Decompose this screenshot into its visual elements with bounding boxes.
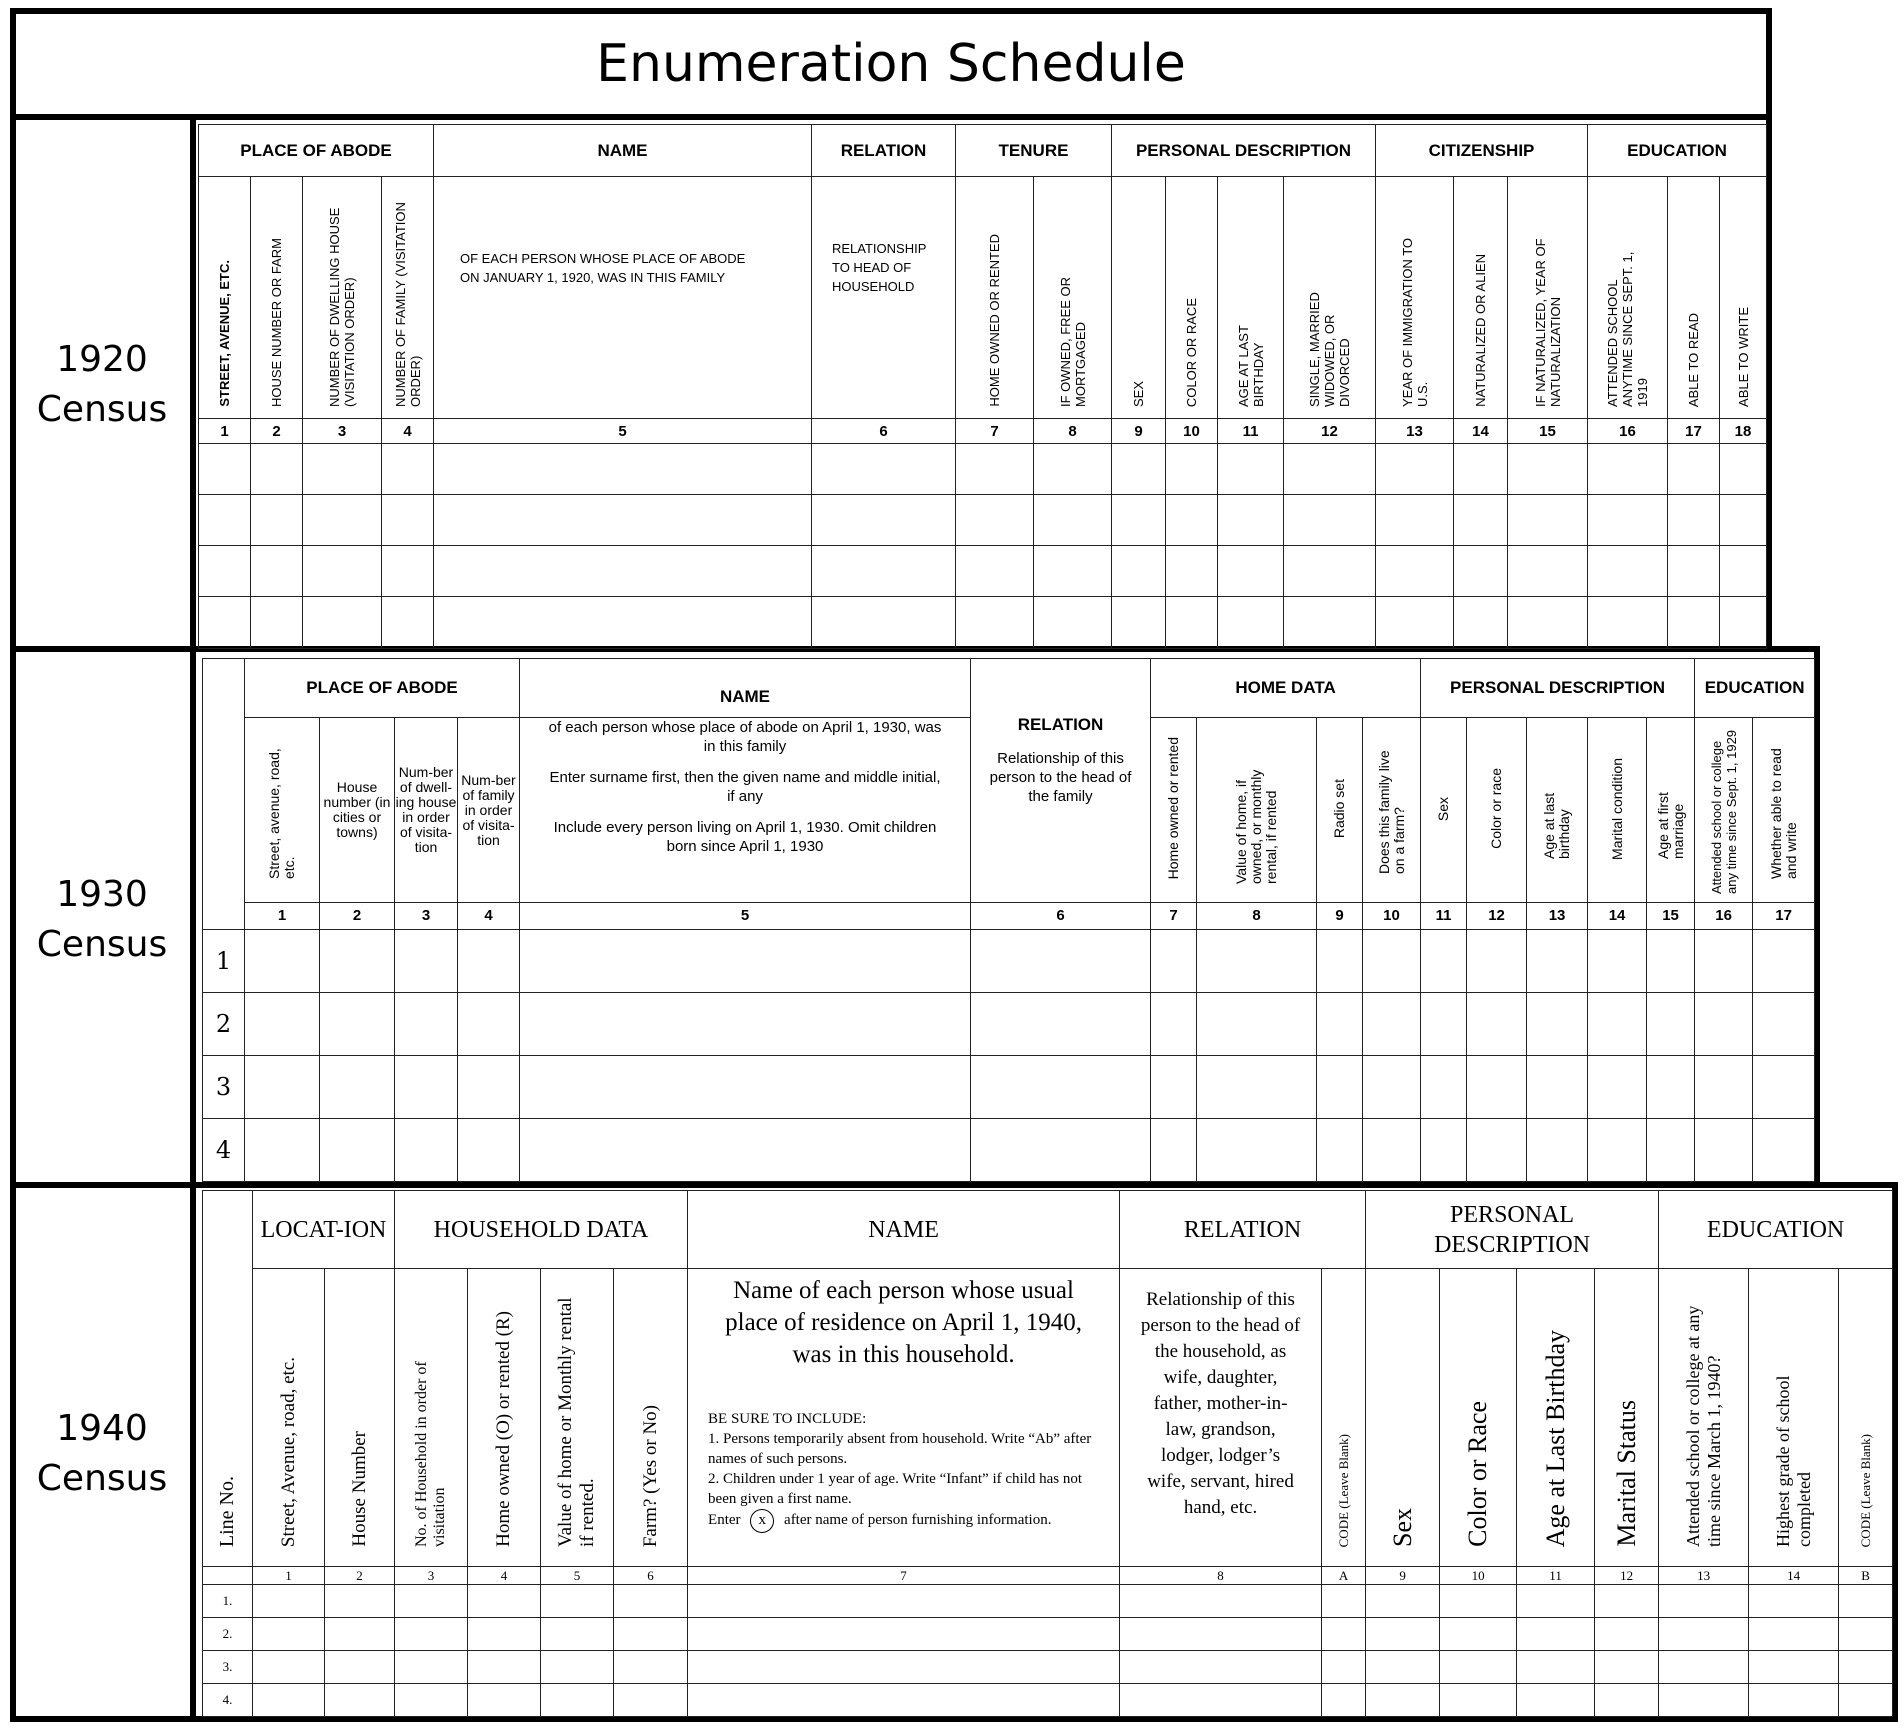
row-number-1940: 2. [203,1618,253,1651]
col-num-1920: 17 [1668,419,1720,444]
col-num-1930: 10 [1363,903,1421,929]
col-header-1920-7: HOME OWNED OR RENTED [956,177,1034,419]
col-header-1920-6: RELATIONSHIP TO HEAD OF HOUSEHOLD [812,177,956,419]
name-desc-1940-main: Name of each person whose usual place of residence on April 1, 1940, was in this household. [725,1277,1082,1368]
col-num-1930: 9 [1317,903,1363,929]
group-relation-1930 [971,659,1151,903]
col-header-1940-B: CODE (Leave Blank) [1839,1269,1893,1567]
name-desc-line: 1. Persons temporarily absent from household. Write “Ab” after names of such persons. [708,1431,1092,1467]
col-num-1930: 4 [458,903,520,929]
name-desc-line [708,1509,1099,1533]
col-num-1920: 4 [382,419,434,444]
page-title: Enumeration Schedule [596,34,1186,94]
circled-x-mark: x [750,1509,774,1533]
col-num-1930: 12 [1467,903,1527,929]
col-num-1920: 11 [1218,419,1284,444]
col-num-1940: 14 [1749,1567,1839,1585]
col-header-1930-16: Attended school or college any time since Sept. 1, 1929 [1695,718,1753,903]
group-location-1940: LOCAT-ION [253,1191,395,1269]
col-header-1940-2: House Number [325,1269,395,1567]
group-relation-1940: RELATION [1120,1191,1366,1269]
col-header-1920-14: NATURALIZED OR ALIEN [1454,177,1508,419]
col-header-1930-11: Sex [1421,718,1467,903]
line-no-header: Line No. [203,1191,253,1567]
col-num-1920: 7 [956,419,1034,444]
col-num-1930: 8 [1197,903,1317,929]
col-header-1920-15: IF NATURALIZED, YEAR OF NATURALIZATION [1508,177,1588,419]
group-name-1940: NAME [688,1191,1120,1269]
table-row [199,546,1767,597]
label-1920-year: 1920 [56,339,148,380]
name-desc-1930-2: Enter surname first, then the given name and middle initial, if any [549,769,941,805]
col-header-1940-12: Marital Status [1595,1269,1659,1567]
col-header-1920-10: COLOR OR RACE [1166,177,1218,419]
label-1940-census: Census [36,1458,168,1499]
col-num-1920: 9 [1112,419,1166,444]
col-num-1920: 18 [1720,419,1767,444]
relation-desc-1930: Relationship of this person to the head of the family [989,750,1132,805]
col-header-1920-4: NUMBER OF FAMILY (VISITATION ORDER) [382,177,434,419]
col-header-1930-10: Does this family live on a farm? [1363,718,1421,903]
col-header-1920-12: SINGLE, MARRIED WIDOWED, OR DIVORCED [1284,177,1376,419]
col-num-1930: 2 [320,903,395,929]
group-household-data-1940: HOUSEHOLD DATA [395,1191,688,1269]
row-number-1930: 3 [203,1055,245,1118]
col-num-1920: 2 [251,419,303,444]
col-header-1920-17: ABLE TO READ [1668,177,1720,419]
col-header-1940-4: Home owned (O) or rented (R) [468,1269,541,1567]
table-row [203,992,1815,1055]
table-1940 [202,1190,1892,1716]
col-num-1930: 3 [395,903,458,929]
col-header-1940-A: CODE (Leave Blank) [1322,1269,1366,1567]
col-header-1920-1: STREET, AVENUE, ETC. [199,177,251,419]
table-row [203,1684,1893,1717]
table-1930 [202,658,1814,1182]
label-1930-year: 1930 [56,874,148,915]
name-desc-1930-1: of each person whose place of abode on April 1, 1930, was in this family [548,719,942,755]
col-num-1920: 15 [1508,419,1588,444]
table-row [203,1618,1893,1651]
col-header-1930-7: Home owned or rented [1151,718,1197,903]
col-num-1940: 10 [1440,1567,1517,1585]
col-num-1930: 7 [1151,903,1197,929]
col-header-1930-2: House number (in cities or towns) [320,718,395,903]
col-num-1940: 1 [253,1567,325,1585]
title-box [10,8,1772,120]
row-number-1930: 2 [203,992,245,1055]
name-desc-1930-3: Include every person living on April 1, 1930. Omit children born since April 1, 1930 [553,819,937,855]
col-num-1930: 14 [1588,903,1647,929]
row-number-1940: 4. [203,1684,253,1717]
col-header-1940-8: Relationship of this person to the head of the household, as wife, daughter, father, mother-in-law, grandson, lodger, lodger’s wife, servant, hired hand, etc. [1120,1269,1322,1567]
table-row [199,597,1767,649]
col-num-1940-blank [203,1567,253,1585]
col-header-1930-8: Value of home, if owned, or monthly rental, if rented [1197,718,1317,903]
group-education-1920: EDUCATION [1588,125,1767,177]
group-home-data-1930: HOME DATA [1151,659,1421,718]
col-header-1930-13: Age at last birthday [1527,718,1588,903]
col-header-1920-13: YEAR OF IMMIGRATION TO U.S. [1376,177,1454,419]
col-num-1920: 14 [1454,419,1508,444]
row-number-1930: 1 [203,929,245,992]
col-num-1920: 6 [812,419,956,444]
col-num-1920: 13 [1376,419,1454,444]
col-header-1930-1: Street, avenue, road, etc. [245,718,320,903]
col-num-1930: 15 [1647,903,1695,929]
col-num-1930: 17 [1753,903,1815,929]
group-citizenship-1920: CITIZENSHIP [1376,125,1588,177]
table-row [203,1118,1815,1181]
col-header-1920-3: NUMBER OF DWELLING HOUSE (VISITATION ORDER) [303,177,382,419]
group-personal-description-1940: PERSONAL DESCRIPTION [1366,1191,1659,1269]
table-row [203,1585,1893,1618]
col-header-1940-3: No. of Household in order of visitation [395,1269,468,1567]
col-num-1940: 13 [1659,1567,1749,1585]
col-num-1940: B [1839,1567,1893,1585]
col-header-1940-11: Age at Last Birthday [1517,1269,1595,1567]
col-num-1940: 5 [541,1567,614,1585]
group-relation-1920: RELATION [812,125,956,177]
col-header-1930-5 [520,718,971,903]
relation-title-1930: RELATION [1017,715,1104,734]
group-tenure-1920: TENURE [956,125,1112,177]
col-header-1940-1: Street, Avenue, road, etc. [253,1269,325,1567]
col-header-1940-6: Farm? (Yes or No) [614,1269,688,1567]
group-education-1930: EDUCATION [1695,659,1815,718]
table-row [203,1651,1893,1684]
col-num-1940: 8 [1120,1567,1322,1585]
col-header-1920-9: SEX [1112,177,1166,419]
group-place-of-abode-1930: PLACE OF ABODE [245,659,520,718]
col-num-1920: 1 [199,419,251,444]
col-num-1940: 3 [395,1567,468,1585]
col-num-1920: 3 [303,419,382,444]
name-desc-line: 2. Children under 1 year of age. Write “Infant” if child has not been given a first name. [708,1471,1083,1507]
table-1920 [198,124,1766,644]
table-row [203,929,1815,992]
row-no-header-1930 [203,659,245,930]
col-header-1930-17: Whether able to read and write [1753,718,1815,903]
col-num-1940: 4 [468,1567,541,1585]
col-num-1940: A [1322,1567,1366,1585]
col-num-1940: 7 [688,1567,1120,1585]
col-header-1930-4: Num-ber of family in order of visita-tion [458,718,520,903]
col-header-1920-18: ABLE TO WRITE [1720,177,1767,419]
label-1920-census: Census [36,389,168,430]
group-name-1930: NAME [520,659,971,718]
row-number-1940: 1. [203,1585,253,1618]
group-name-1920: NAME [434,125,812,177]
col-num-1940: 2 [325,1567,395,1585]
group-place-of-abode-1920: PLACE OF ABODE [199,125,434,177]
row-number-1940: 3. [203,1651,253,1684]
col-header-1920-16: ATTENDED SCHOOL ANYTIME SINCE SEPT. 1, 1919 [1588,177,1668,419]
group-personal-description-1920: PERSONAL DESCRIPTION [1112,125,1376,177]
col-header-1930-14: Marital condition [1588,718,1647,903]
name-desc-line: BE SURE TO INCLUDE: [708,1411,867,1427]
col-header-1940-5: Value of home or Monthly rental if rented. [541,1269,614,1567]
col-num-1940: 12 [1595,1567,1659,1585]
col-header-1940-13: Attended school or college at any time since March 1, 1940? [1659,1269,1749,1567]
label-1930-census: Census [36,924,168,965]
table-row [199,444,1767,495]
col-header-1920-5: OF EACH PERSON WHOSE PLACE OF ABODE ON JANUARY 1, 1920, WAS IN THIS FAMILY [434,177,812,419]
after-text: after name of person furnishing information. [784,1512,1052,1528]
label-divider [190,114,196,1722]
col-header-1930-3: Num-ber of dwell-ing house in order of visita-tion [395,718,458,903]
col-header-1920-2: HOUSE NUMBER OR FARM [251,177,303,419]
label-1940-year: 1940 [56,1408,148,1449]
col-header-1930-12: Color or race [1467,718,1527,903]
col-header-1930-15: Age at first marriage [1647,718,1695,903]
col-header-1940-7 [688,1269,1120,1567]
col-num-1920: 5 [434,419,812,444]
group-education-1940: EDUCATION [1659,1191,1893,1269]
col-num-1930: 11 [1421,903,1467,929]
col-num-1930: 13 [1527,903,1588,929]
col-num-1930: 5 [520,903,971,929]
enter-text: Enter [708,1512,741,1528]
col-num-1940: 11 [1517,1567,1595,1585]
group-personal-description-1930: PERSONAL DESCRIPTION [1421,659,1695,718]
col-header-1930-9: Radio set [1317,718,1363,903]
col-num-1920: 10 [1166,419,1218,444]
row-number-1930: 4 [203,1118,245,1181]
table-row [199,495,1767,546]
col-num-1920: 12 [1284,419,1376,444]
table-row [203,1055,1815,1118]
col-num-1940: 6 [614,1567,688,1585]
col-header-1940-9: Sex [1366,1269,1440,1567]
col-num-1930: 16 [1695,903,1753,929]
col-num-1940: 9 [1366,1567,1440,1585]
col-header-1920-11: AGE AT LAST BIRTHDAY [1218,177,1284,419]
col-num-1920: 16 [1588,419,1668,444]
name-desc-1940-small [708,1409,1099,1533]
col-num-1920: 8 [1034,419,1112,444]
col-num-1930: 6 [971,903,1151,929]
col-num-1930: 1 [245,903,320,929]
col-header-1920-8: IF OWNED, FREE OR MORTGAGED [1034,177,1112,419]
col-header-1940-14: Highest grade of school completed [1749,1269,1839,1567]
col-header-1940-10: Color or Race [1440,1269,1517,1567]
